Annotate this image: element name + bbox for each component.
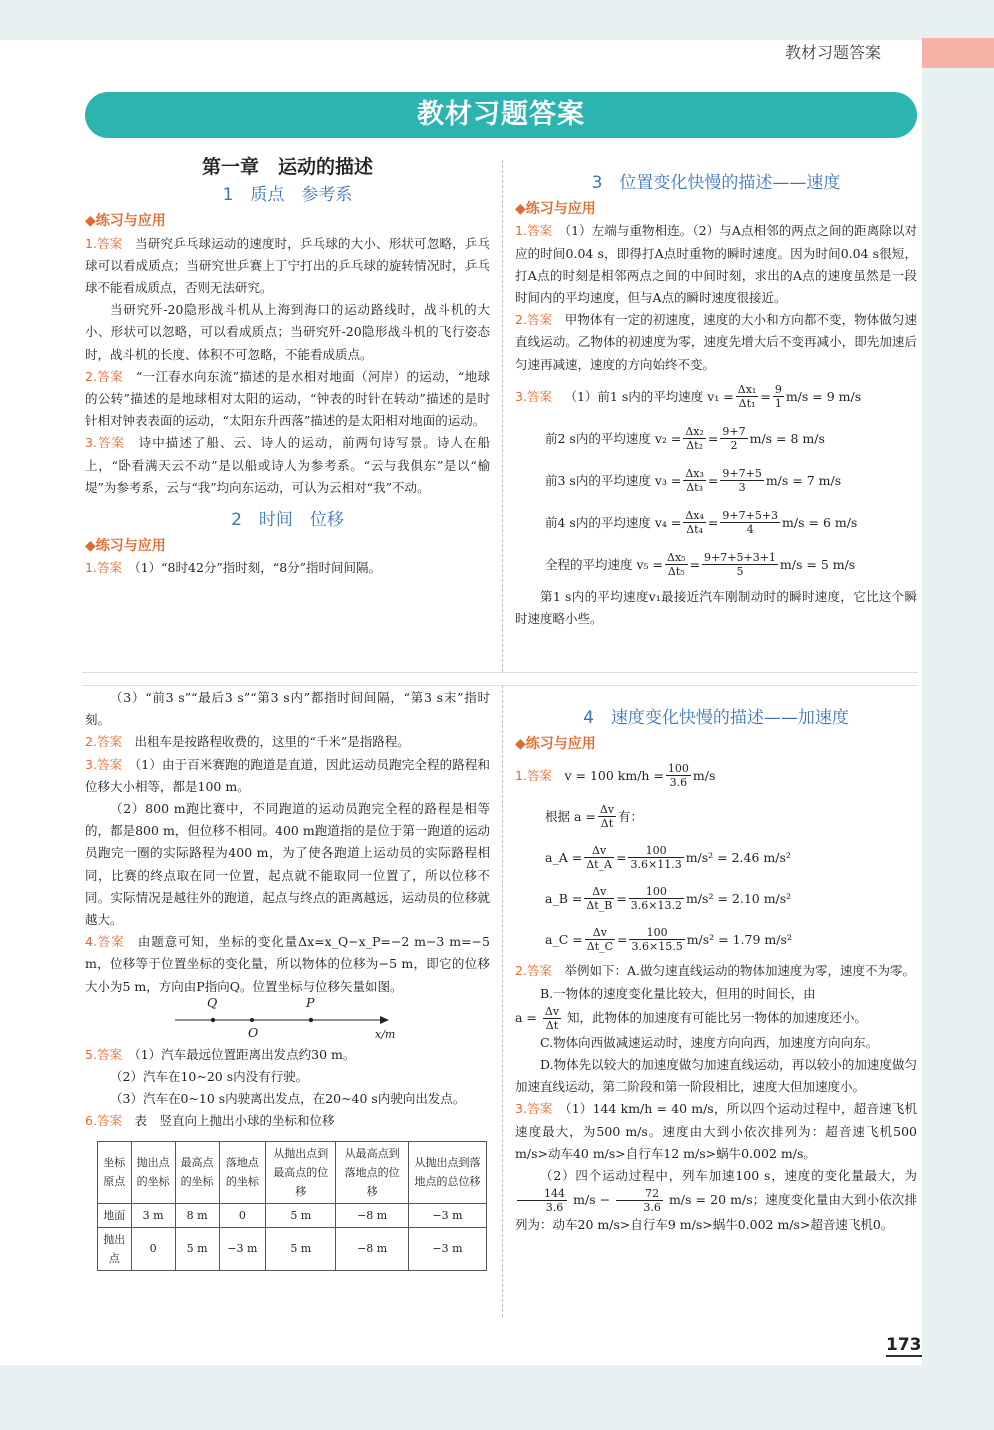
answer-2-2: 2.答案 出租车是按路程收费的，这里的“千米”是指路程。 [85,734,410,750]
answer-2-6: 6.答案 表 竖直向上抛出小球的坐标和位移 [85,1113,335,1129]
table-cell: 抛出点 [98,1227,132,1270]
left-column-bottom [85,687,490,1271]
answer-2-4: 4.答案 由题意可知，坐标的变化量Δx=x_Q−x_P=−2 m−3 m=−5 m，位移等于位置坐标的变化量，所以物体的位移为−5 m，即它的位移大小为5 m，方向由P指向Q。位置坐标与位移矢量如图。 [85,934,490,994]
answer-4-2d: D.物体先以较大的加速度做匀加速直线运动，再以较小的加速度做匀加速直线运动，第二阶段和第一阶段相比，速度大但加速度小。 [515,1057,917,1095]
table-header: 从最高点到落地点的位移 [336,1141,409,1203]
table-cell: −3 m [409,1227,487,1270]
answer-3-3-conclusion: 第1 s内的平均速度v₁最接近汽车刚制动时的瞬时速度，它比这个瞬时速度略小些。 [515,588,917,627]
formula-aa: a_A = $\frac{\Delta v}{\Delta t\_A}$ = $\frac{100}{3.6\times 11.3}$ m/s² = 2.46 m/s² [545,844,791,872]
formula-ac: a_C = $\frac{\Delta v}{\Delta t\_C}$ = $\frac{100}{3.6\times 15.5}$ m/s² = 1.79 m/s² [545,926,792,954]
coordinate-table [97,1141,487,1271]
table-cell: 地面 [98,1203,132,1227]
section-3-title: 3 位置变化快慢的描述——速度 [591,173,841,193]
answer-1-1: 1.答案 当研究乒乓球运动的速度时，乒乓球的大小、形状可忽略，乒乓球可以看成质点；当研究世乒赛上丁宁打出的乒乓球的旋转情况时，乒乓球不能看成质点，否则无法研究。 [85,235,490,296]
axis-unit: x/m [375,1027,396,1041]
section-4-title: 4 速度变化快慢的描述——加速度 [583,708,849,728]
subheading: ◆练习与应用 [515,201,596,218]
answer-2-1: 1.答案 （1）“8时42分”指时刻，“8分”指时间间隔。 [85,560,382,576]
table-header-row [98,1141,487,1203]
right-column-top [515,172,917,630]
right-column-bottom [515,707,917,1236]
left-column-top [85,156,490,580]
label-q: Q [207,994,218,1010]
formula-v5: 全程的平均速度 v₅ = $\frac{\text{Δx₅}}{\text{Δt₅}}$ = $\frac{9+7+5+3+1}{5}$ m/s = 5 m/s [545,551,856,579]
answer-4-3b: （2）四个运动过程中，列车加速100 s，速度的变化量最大，为 $\frac{144}{3.6}$ m/s − $\frac{72}{3.6}$ m/s = 20 m/s；速度变化量由大到小依次排列为：动车20 m/s>自行车9 m/s>蜗牛0.002 m/s>超音速飞机0。 [515,1168,917,1233]
formula-ab: a_B = $\frac{\Delta v}{\Delta t\_B}$ = $\frac{100}{3.6\times 13.2}$ m/s² = 2.10 m/s² [545,885,792,913]
table-header: 坐标原点 [98,1141,132,1203]
x-axis-arrow [380,1016,389,1024]
answer-2-3: 3.答案 （1）由于百米赛跑的跑道是直道，因此运动员跑完全程的路程和位移大小相等，都是100 m。 [85,756,490,794]
answer-4-2c: C.物体向西做减速运动时，速度方向向西，加速度方向向东。 [540,1034,879,1050]
point-q [211,1018,215,1022]
table-cell: 5 m [175,1227,219,1270]
page-banner: 教材习题答案 [85,92,917,138]
table-header: 最高点的坐标 [175,1141,219,1203]
subheading: ◆练习与应用 [515,736,596,753]
answer-1-1b: 当研究歼-20隐形战斗机从上海到海口的运动路线时，战斗机的大小、形状可以忽略，可以看成质点；当研究歼-20隐形战斗机的飞行姿态时，战斗机的长度、体积不可忽略，不能看成质点。 [85,302,490,362]
table-header: 从抛出点到落地点的总位移 [409,1141,487,1203]
answer-2-1c: （3）“前3 s”“最后3 s”“第3 s内”都指时间间隔，“第3 s末”指时刻。 [85,690,490,728]
point-p [309,1018,313,1022]
label-p: P [306,994,315,1010]
subheading: ◆练习与应用 [85,213,166,230]
corner-tab [922,38,994,68]
table-header: 落地点的坐标 [219,1141,266,1203]
column-divider [502,160,503,672]
table-cell: 0 [219,1203,266,1227]
chapter-title: 第一章 运动的描述 [201,156,373,178]
axis-diagram [165,998,405,1044]
answer-2-5c: （3）汽车在0~10 s内驶离出发点，在20~40 s内驶向出发点。 [110,1091,466,1107]
subheading: ◆练习与应用 [85,538,166,555]
formula-v3: 前3 s内的平均速度 v₃ = $\frac{\text{Δx₃}}{\text{Δt₃}}$ = $\frac{9+7+5}{3}$ m/s = 7 m/s [545,467,842,495]
formula-speed: 1. 答案 v = 100 km/h = $\frac{100}{3.6}$ m/s [515,762,716,790]
section-2-title: 2 时间 位移 [231,510,344,531]
table-cell: 5 m [266,1203,336,1227]
page-cut-line [82,672,918,686]
section-1-title: 1 质点 参考系 [222,185,353,206]
table-header: 抛出点的坐标 [131,1141,175,1203]
formula-v4: 前4 s内的平均速度 v₄ = $\frac{\text{Δx₄}}{\text{Δt₄}}$ = $\frac{9+7+5+3}{4}$ m/s = 6 m/s [545,509,858,537]
top-margin [0,0,994,40]
answer-2-5b: （2）汽车在10~20 s内没有行驶。 [110,1069,309,1085]
table-cell: −8 m [336,1203,409,1227]
answer-3-1: 1.答案 （1）左端与重物相连。（2）与A点相邻的两点之间的距离除以对应的时间0.04 s，即得打A点时重物的瞬时速度。因为时间0.04 s很短，打A点的时刻是相邻两点之间的中间时刻，求出的A点的速度虽然是一段时间内的平均速度，但与A点的瞬时速度很接近。 [515,223,917,306]
table-header: 从抛出点到最高点的位移 [266,1141,336,1203]
answer-4-3: 3.答案 （1）144 km/h = 40 m/s，所以四个运动过程中，超音速飞机速度最大，为500 m/s。速度由大到小依次排列为：超音速飞机500 m/s>动车40 m/s>自行车12 m/s>蜗牛0.002 m/s。 [515,1101,917,1161]
table-cell: −3 m [219,1227,266,1270]
answer-4-2b: B.一物体的速度变化量比较大，但用的时间长，由 [540,985,816,1001]
answer-4-2b2: a = $\frac{\Delta v}{\Delta t}$ 知，此物体的加速度有可能比另一物体的加速度还小。 [515,1004,868,1032]
formula-v2: 前2 s内的平均速度 v₂ = $\frac{\text{Δx₂}}{\text{Δt₂}}$ = $\frac{9+7}{2}$ m/s = 8 m/s [545,425,825,453]
table-cell: 5 m [266,1227,336,1270]
answer-3-2: 2.答案 甲物体有一定的初速度，速度的大小和方向都不变，物体做匀速直线运动。乙物体的初速度为零，速度先增大后不变再减小，即先加速后匀速再减速，速度的方向始终不变。 [515,312,917,372]
running-head: 教材习题答案 [785,43,882,62]
answer-1-3: 3.答案 诗中描述了船、云、诗人的运动，前两句诗写景。诗人在船上，“卧看满天云不动”是以船或诗人为参考系。“云与我俱东”是以“榆堤”为参考系，云与“我”均向东运动，可认为云相对“我”不动。 [85,435,490,495]
answer-2-3b: （2）800 m跑比赛中，不同跑道的运动员跑完全程的路程是相等的，都是800 m，但位移不相同。400 m跑道指的是位于第一跑道的运动员跑完一圈的实际路程为400 m，为了使各跑道上运动员的实际路程相同，比赛的终点取在同一位置，起点就不能取同一位置了，所以位移不同。实际情况是越往外的跑道，起点与终点的距离越远，运动员的位移就越大。 [85,801,490,928]
table-row [98,1227,487,1270]
formula-acceleration-def: 根据 a = $\frac{\Delta v}{\Delta t}$ 有： [545,803,644,831]
page-number: 173 [886,1335,922,1355]
table-row [98,1203,487,1227]
answer-2-5: 5.答案 （1）汽车最远位置距离出发点约30 m。 [85,1046,356,1062]
table-cell: −3 m [409,1203,487,1227]
formula-v1: 3. 答案 （1）前1 s内的平均速度 v₁ = $\frac{\text{Δx₁}}{\text{Δt₁}}$ = $\frac{9}{1}$ m/s = 9 m/s [515,383,862,411]
table-cell: 3 m [131,1203,175,1227]
table-cell: −8 m [336,1227,409,1270]
coordinate-axis-figure [165,994,490,1044]
answer-4-2: 2.答案 举例如下：A.做匀速直线运动的物体加速度为零，速度不为零。 [515,963,915,979]
answer-1-2: 2.答案 “一江春水向东流”描述的是水相对地面（河岸）的运动，“地球的公转”描述的是地球相对太阳的运动，“钟表的时针在转动”描述的是时针相对钟表表面的运动，“太阳东升西落”描述的是太阳相对地面的运动。 [85,368,490,429]
table-cell: 0 [131,1227,175,1270]
table-cell: 8 m [175,1203,219,1227]
bottom-margin [0,1365,994,1430]
label-o: O [248,1024,259,1040]
right-margin-stripe [922,40,994,1365]
column-divider [502,685,503,1317]
